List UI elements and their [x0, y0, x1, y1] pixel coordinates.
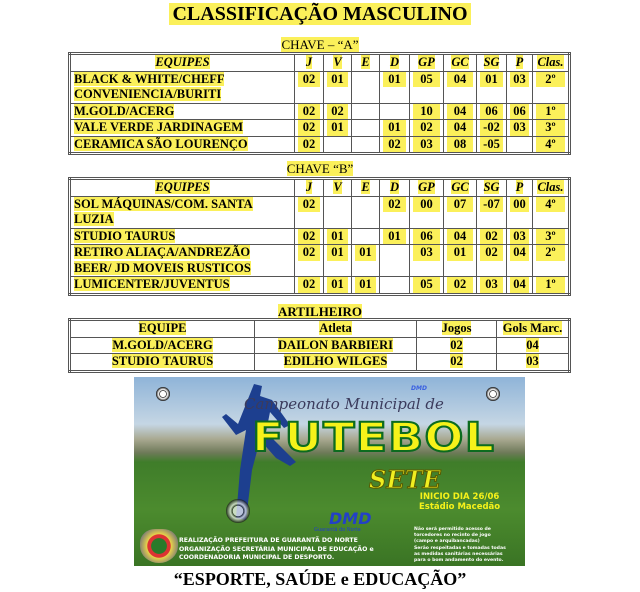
stat-p: 00 [507, 196, 533, 228]
stat-gc: 01 [444, 245, 477, 277]
stat-e [352, 196, 380, 228]
chave-b-label: CHAVE “B” [286, 161, 354, 176]
stat-d: 02 [380, 136, 410, 154]
header-gp: GP [410, 179, 444, 197]
stat-sg: -07 [477, 196, 507, 228]
stat-d: 01 [380, 228, 410, 245]
stat-v: 01 [324, 120, 352, 137]
stat-clas: 4º [533, 196, 570, 228]
stat-clas: 1º [533, 103, 570, 120]
header-gp: GP [410, 54, 444, 72]
stat-sg: 03 [477, 277, 507, 295]
ball-icon [226, 499, 250, 523]
stat-gp: 03 [410, 136, 444, 154]
stat-p: 03 [507, 120, 533, 137]
banner-realizacao: REALIZAÇÃO PREFEITURA DE GUARANTÃ DO NORTE ORGANIZAÇÃO SECRETÁRIA MUNICIPAL DE EDUCAÇÃO e COORDENADORIA MUNICIPAL DE DESPORTO. [179, 537, 374, 561]
stat-v: 01 [324, 277, 352, 295]
team-name: BLACK & WHITE/CHEFF CONVENIENCIA/BURITI [70, 71, 295, 103]
header-jogos: Jogos [417, 320, 497, 338]
table-row [70, 71, 570, 103]
stat-gp: 03 [410, 245, 444, 277]
header-p: P [507, 54, 533, 72]
stat-gc: 04 [444, 103, 477, 120]
header-gols: Gols Marc. [497, 320, 570, 338]
stat-v [324, 136, 352, 154]
header-equipes: EQUIPES [70, 54, 295, 72]
page-title: CLASSIFICAÇÃO MASCULINO [0, 3, 640, 26]
header-p: P [507, 179, 533, 197]
stat-e [352, 103, 380, 120]
header-d: D [380, 179, 410, 197]
artilheiro-table [68, 318, 571, 373]
stat-p [507, 136, 533, 154]
header-v: V [324, 179, 352, 197]
stat-v: 01 [324, 228, 352, 245]
chave-b-table [68, 177, 571, 296]
stat-d [380, 103, 410, 120]
header-d: D [380, 54, 410, 72]
table-row [70, 245, 570, 277]
stat-gp: 02 [410, 120, 444, 137]
banner-campeonato: Campeonato Municipal de [244, 395, 444, 413]
stat-gp: 05 [410, 277, 444, 295]
stat-j: 02 [295, 136, 324, 154]
table-row: M.GOLD/ACERG DAILON BARBIERI 02 04 [70, 337, 570, 354]
stat-v: 01 [324, 71, 352, 103]
stat-gp: 05 [410, 71, 444, 103]
banner-aviso: Não será permitido acesso de torcedores no recinto de jogo (campo e arquibancadas) Serão respeitadas e tomadas todas as medidas sanitárias necessárias para o bom andamento do evento. [414, 527, 506, 564]
header-e: E [352, 54, 380, 72]
banner-inicio: INICIO DIA 26/06 Estádio Macedão [419, 492, 501, 512]
campeonato-banner [134, 377, 525, 566]
header-atleta: Atleta [255, 320, 417, 338]
stat-clas: 1º [533, 277, 570, 295]
table-row [70, 196, 570, 228]
stat-p: 04 [507, 277, 533, 295]
chave-a-table [68, 52, 571, 155]
stat-v [324, 196, 352, 228]
stat-j: 02 [295, 245, 324, 277]
stat-gc: 02 [444, 277, 477, 295]
chave-a-label: CHAVE – “A” [281, 37, 359, 52]
header-j: J [295, 179, 324, 197]
stat-clas: 2º [533, 245, 570, 277]
stat-clas: 4º [533, 136, 570, 154]
stat-sg: 01 [477, 71, 507, 103]
stat-gp: 10 [410, 103, 444, 120]
artilheiro-label: ARTILHEIRO [277, 304, 363, 319]
stat-sg: -02 [477, 120, 507, 137]
header-j: J [295, 54, 324, 72]
stat-j: 02 [295, 196, 324, 228]
header-equipes: EQUIPES [70, 179, 295, 197]
stat-clas: 3º [533, 228, 570, 245]
header-sg: SG [477, 179, 507, 197]
stat-clas: 2º [533, 71, 570, 103]
stat-gc: 04 [444, 228, 477, 245]
stat-p: 06 [507, 103, 533, 120]
stat-v: 02 [324, 103, 352, 120]
table-row [70, 103, 570, 120]
stat-sg: 02 [477, 228, 507, 245]
stat-j: 02 [295, 277, 324, 295]
header-clas: Clas. [533, 179, 570, 197]
team-name: LUMICENTER/JUVENTUS [70, 277, 295, 295]
table-row [70, 120, 570, 137]
table-row [70, 136, 570, 154]
team-name: RETIRO ALIAÇA/ANDREZÃO BEER/ JD MOVEIS RUSTICOS [70, 245, 295, 277]
stat-j: 02 [295, 71, 324, 103]
ball-icon [486, 387, 500, 401]
stat-sg: 06 [477, 103, 507, 120]
header-clas: Clas. [533, 54, 570, 72]
stat-j: 02 [295, 103, 324, 120]
team-name: VALE VERDE JARDINAGEM [70, 120, 295, 137]
stat-sg: 02 [477, 245, 507, 277]
stat-p: 03 [507, 228, 533, 245]
table-row [70, 228, 570, 245]
stat-gc: 04 [444, 120, 477, 137]
municipal-crest-icon [140, 529, 178, 563]
stat-e [352, 120, 380, 137]
header-sg: SG [477, 54, 507, 72]
table-row [70, 277, 570, 295]
banner-sete: SETE [369, 465, 441, 494]
team-name: STUDIO TAURUS [70, 228, 295, 245]
stat-gc: 07 [444, 196, 477, 228]
header-equipe: EQUIPE [70, 320, 255, 338]
stat-e [352, 228, 380, 245]
stat-clas: 3º [533, 120, 570, 137]
stat-sg: -05 [477, 136, 507, 154]
header-e: E [352, 179, 380, 197]
team-name: M.GOLD/ACERG [70, 103, 295, 120]
stat-d [380, 277, 410, 295]
header-v: V [324, 54, 352, 72]
stat-e [352, 136, 380, 154]
stat-d: 02 [380, 196, 410, 228]
stat-j: 02 [295, 120, 324, 137]
stat-gp: 00 [410, 196, 444, 228]
stat-p: 03 [507, 71, 533, 103]
stat-j: 02 [295, 228, 324, 245]
footer-slogan: “ESPORTE, SAÚDE e EDUCAÇÃO” [173, 569, 467, 589]
header-gc: GC [444, 54, 477, 72]
banner-futebol: FUTEBOL [252, 415, 496, 461]
stat-d: 01 [380, 120, 410, 137]
stat-v: 01 [324, 245, 352, 277]
stat-gc: 04 [444, 71, 477, 103]
stat-d [380, 245, 410, 277]
stat-gc: 08 [444, 136, 477, 154]
stat-e [352, 71, 380, 103]
stat-d: 01 [380, 71, 410, 103]
team-name: CERAMICA SÃO LOURENÇO [70, 136, 295, 154]
dmd-small-logo: DMD [411, 385, 427, 392]
table-row: STUDIO TAURUS EDILHO WILGES 02 03 [70, 354, 570, 372]
stat-e: 01 [352, 277, 380, 295]
team-name: SOL MÁQUINAS/COM. SANTA LUZIA [70, 196, 295, 228]
dmd-subtitle: Guarantã do Norte [314, 527, 361, 533]
stat-gp: 06 [410, 228, 444, 245]
stat-e: 01 [352, 245, 380, 277]
stat-p: 04 [507, 245, 533, 277]
header-gc: GC [444, 179, 477, 197]
dmd-logo: DMD [329, 509, 372, 528]
ball-icon [156, 387, 170, 401]
